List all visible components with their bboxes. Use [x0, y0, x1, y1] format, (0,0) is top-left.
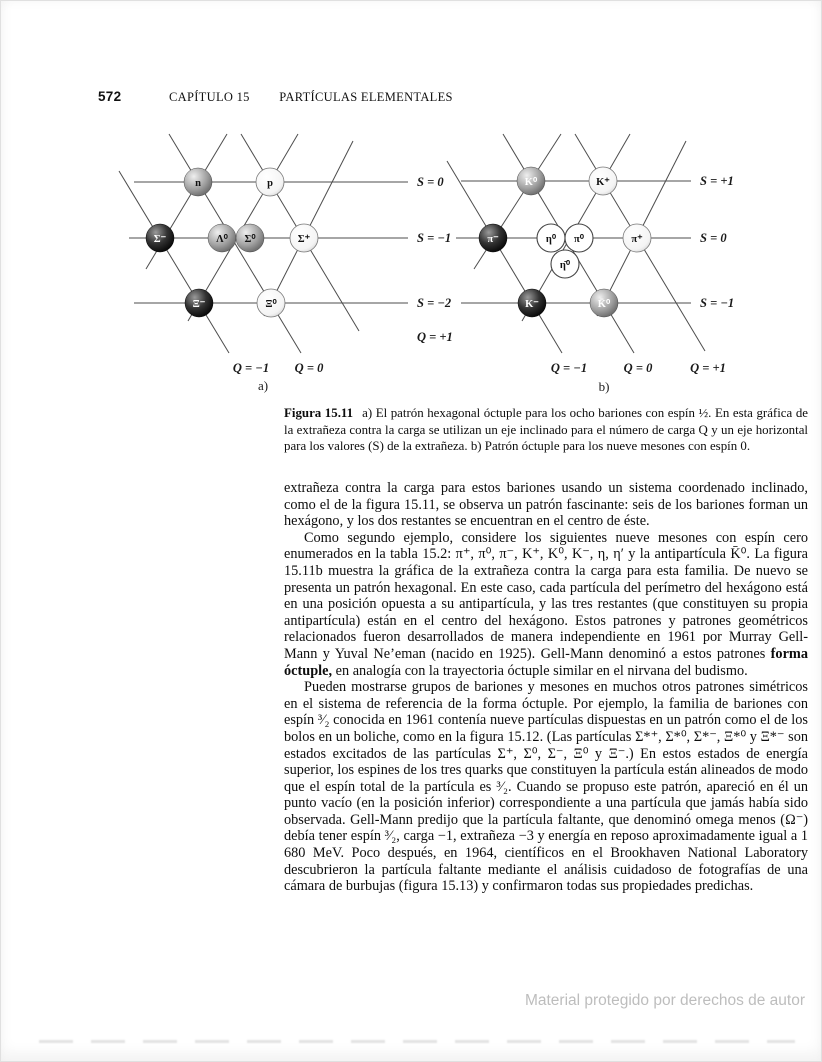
svg-text:Ξ⁻: Ξ⁻	[192, 299, 206, 310]
page-number: 572	[98, 89, 122, 104]
svg-text:K⁻: K⁻	[525, 299, 539, 310]
paragraph-3: Pueden mostrarse grupos de bariones y mesones en muchos otros patrones simétricos en el sistema de referencia de la forma óctuple. Por ejemplo, la familia de bariones con espín ³⁄₂ conocida en 1961 contenía nueve partículas dispuestas en un patrón como el de los bolos en un boliche, como en la figura 15.12. (Las partículas Σ*⁺, Σ*⁰, Σ*⁻, Ξ*⁰ y Ξ*⁻ son estados excitados de las partículas Σ⁺, Σ⁰, Σ⁻, Ξ⁰ y Ξ⁻.) En estos estados de energía superior, los espines de los tres quarks que constituyen la partícula están alineados de modo que el espín total de la partícula es ³⁄₂. Cuando se propuso este patrón, apareció en él un punto vacío (en la posición inferior) correspondiente a una partícula que jamás había sido observada. Gell-Mann predijo que la partícula faltante, que denominó omega menos (Ω⁻) debía tener espín ³⁄₂, carga −1, extrañeza −3 y energía en reposo aproximadamente igual a 1 680 MeV. Poco después, en 1964, científicos en el Brookhaven National Laboratory descubrieron la partícula faltante mediante el análisis cuidadoso de fotografías de una cámara de burbujas (figura 15.13) y confirmaron todas sus propiedades predichas.	[284, 679, 808, 895]
svg-text:Σ⁺: Σ⁺	[297, 234, 311, 245]
axis-line-q-1-b	[447, 161, 562, 353]
label-s-1-a: S = −1	[417, 231, 452, 245]
figure-caption	[284, 405, 808, 455]
label-s0-a: S = 0	[417, 175, 444, 189]
svg-text:π⁻: π⁻	[487, 234, 499, 245]
label-q+1-a: Q = +1	[417, 330, 453, 344]
chapter-title: PARTÍCULAS ELEMENTALES	[279, 90, 453, 104]
paragraph-1: extrañeza contra la carga para estos bariones usando un sistema coordenado inclinado, como el de la figura 15.11, se observa un patrón fascinante: seis de los bariones forman un hexágono, y los dos restantes se encuentran en el centro de éste.	[284, 480, 808, 530]
diagram-b-meson-octet	[447, 134, 734, 394]
bold-forma-octuple: forma óctuple,	[284, 645, 808, 679]
label-s0-b: S = 0	[700, 231, 727, 245]
particle-eta-zero	[537, 224, 565, 252]
label-q0-a: Q = 0	[294, 361, 324, 375]
particle-pi-plus	[623, 224, 651, 252]
particle-neutron	[184, 168, 212, 196]
svg-text:η⁰: η⁰	[545, 234, 557, 245]
svg-text:Λ⁰: Λ⁰	[216, 234, 228, 245]
svg-text:π⁰: π⁰	[574, 234, 584, 245]
blurred-footer-line	[39, 1040, 795, 1043]
figure-caption-label: Figura 15.11	[284, 406, 354, 420]
copyright-watermark: Material protegido por derechos de autor	[524, 992, 805, 1009]
axis-line-q-1-a	[119, 171, 229, 353]
body-text-column	[284, 480, 808, 895]
label-s-2-a: S = −2	[417, 296, 452, 310]
paragraph-2: Como segundo ejemplo, considere los siguientes nueve mesones con espín cero enumerados en la tabla 15.2: π⁺, π⁰, π⁻, K⁺, K⁰, K⁻, η, η′ y la antipartícula K̄⁰. La figura 15.11b muestra la gráfica de la extrañeza contra la carga para esta familia. De nuevo se presenta un patrón hexagonal. En este caso, cada partícula del perímetro del hexágono está en una posición opuesta a su antipartícula, y las tres restantes (que constituyen su propia antipartícula) están en el centro del hexágono. Estos patrones y patrones geométricos relacionados fueron desarrollados de manera independiente en 1961 por Murray Gell-Mann y Yuval Ne’eman (nacido en 1925). Gell-Mann denominó a estos patrones forma óctuple, en analogía con la trayectoria óctuple similar en el nirvana del budismo.	[284, 529, 808, 679]
particle-sigma-minus	[146, 224, 174, 252]
particle-sigma-zero	[236, 224, 264, 252]
particle-lambda-zero	[208, 224, 236, 252]
particle-proton	[256, 168, 284, 196]
label-q-1-a: Q = −1	[232, 361, 270, 375]
svg-text:Σ⁰: Σ⁰	[244, 234, 256, 245]
particle-sigma-plus	[290, 224, 318, 252]
particle-k-zero	[517, 167, 545, 195]
particle-pi-zero	[565, 224, 593, 252]
label-s-1-b: S = −1	[700, 296, 735, 310]
svg-text:Ξ⁰: Ξ⁰	[265, 299, 277, 310]
svg-text:K̄⁰: K̄⁰	[597, 299, 611, 310]
svg-text:K⁰: K⁰	[524, 177, 538, 188]
particle-k-plus	[589, 167, 617, 195]
svg-text:n: n	[195, 178, 201, 189]
label-q+1-b: Q = +1	[690, 361, 726, 375]
particle-xi-minus	[185, 289, 213, 317]
diagram-b-sublabel: b)	[598, 379, 610, 394]
label-s+1-b: S = +1	[700, 174, 734, 188]
diagram-a-sublabel: a)	[257, 378, 269, 393]
particle-xi-zero	[257, 289, 285, 317]
figure-15-11	[1, 1, 822, 401]
diagram-a-baryon-octet	[119, 134, 453, 393]
svg-text:p: p	[267, 178, 273, 189]
chapter-label: CAPÍTULO 15	[169, 90, 250, 104]
particle-k-bar-zero	[590, 289, 618, 317]
svg-text:η̄⁰: η̄⁰	[559, 260, 571, 271]
label-q-1-b: Q = −1	[550, 361, 588, 375]
figure-caption-text: a) El patrón hexagonal óctuple para los ocho bariones con espín ½. En esta gráfica de la extrañeza contra la carga se utilizan un eje inclinado para el número de carga Q y un eje horizontal para los valores (S) de la extrañeza. b) Patrón óctuple para los nueve mesones con espín 0.	[284, 406, 808, 454]
svg-text:Σ⁻: Σ⁻	[153, 234, 167, 245]
svg-text:π⁺: π⁺	[631, 234, 643, 245]
svg-text:K⁺: K⁺	[596, 177, 610, 188]
particle-pi-minus	[479, 224, 507, 252]
particle-eta-bar-zero	[551, 250, 579, 278]
particle-k-minus	[518, 289, 546, 317]
label-q0-b: Q = 0	[623, 361, 653, 375]
